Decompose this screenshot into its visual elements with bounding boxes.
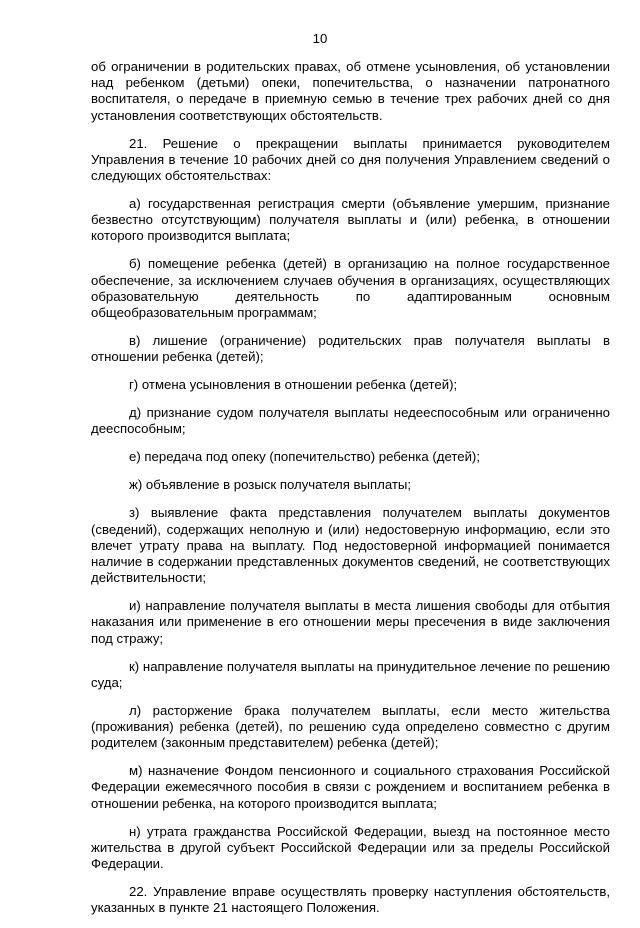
paragraph-clause-21: 21. Решение о прекращении выплаты принимается руководителем Управления в течение 10 рабочих дней со дня получения Управлением сведений о следующих обстоятельствах: (91, 135, 610, 184)
page-number: 10 (312, 31, 328, 46)
paragraph-item-l: л) расторжение брака получателем выплаты, если место жительства (проживания) ребенка (детей), по решению суда определено совместно с другим родителем (законным представителем) ребенка (детей); (91, 702, 610, 751)
paragraph-item-g: г) отмена усыновления в отношении ребенка (детей); (129, 377, 458, 393)
paragraph-item-zh: ж) объявление в розыск получателя выплаты; (129, 477, 412, 493)
paragraph-item-i: и) направление получателя выплаты в места лишения свободы для отбытия наказания или применение в его отношении меры пресечения в виде заключения под стражу; (91, 598, 610, 646)
paragraph-item-m: м) назначение Фондом пенсионного и социального страхования Российской Федерации ежемесячного пособия в связи с рождением и воспитанием ребенка в отношении ребенка, на которого производится выплата; (91, 763, 610, 811)
paragraph-item-b: б) помещение ребенка (детей) в организацию на полное государственное обеспечение, за исключением случаев обучения в организациях, осуществляющих образовательную деятельность по адаптированным основным общеобразовательным программам; (91, 256, 610, 321)
paragraph-item-n: н) утрата гражданства Российской Федерации, выезд на постоянное место жительства в другой субъект Российской Федерации или за пределы Российской Федерации. (91, 823, 610, 872)
paragraph-item-v: в) лишение (ограничение) родительских прав получателя выплаты в отношении ребенка (детей); (91, 333, 610, 365)
paragraph-continued: об ограничении в родительских правах, об отмене усыновления, об установлении над ребенком (детьми) опеки, попечительства, о назначении патронатного воспитателя, о передаче в приемную семью в течение трех рабочих дней со дня установления соответствующих обстоятельств. (91, 59, 610, 123)
paragraph-item-z: з) выявление факта представления получателем выплаты документов (сведений), содержащих неполную и (или) недостоверную информацию, если это влечет утрату права на выплату. Под недостоверной информацией понимается наличие в содержании представленных документов сведений, не соответствующих действительности; (91, 505, 610, 586)
paragraph-item-a: а) государственная регистрация смерти (объявление умершим, признание безвестно отсутствующим) получателя выплаты и (или) ребенка, в отношении которого производится выплата; (91, 196, 610, 244)
paragraph-item-k: к) направление получателя выплаты на принудительное лечение по решению суда; (91, 658, 610, 690)
paragraph-clause-22: 22. Управление вправе осуществлять проверку наступления обстоятельств, указанных в пункте 21 настоящего Положения. (91, 884, 610, 916)
document-body (91, 59, 610, 928)
paragraph-item-e: е) передача под опеку (попечительство) ребенка (детей); (129, 449, 480, 465)
paragraph-item-d: д) признание судом получателя выплаты недееспособным или ограниченно дееспособным; (91, 405, 610, 437)
